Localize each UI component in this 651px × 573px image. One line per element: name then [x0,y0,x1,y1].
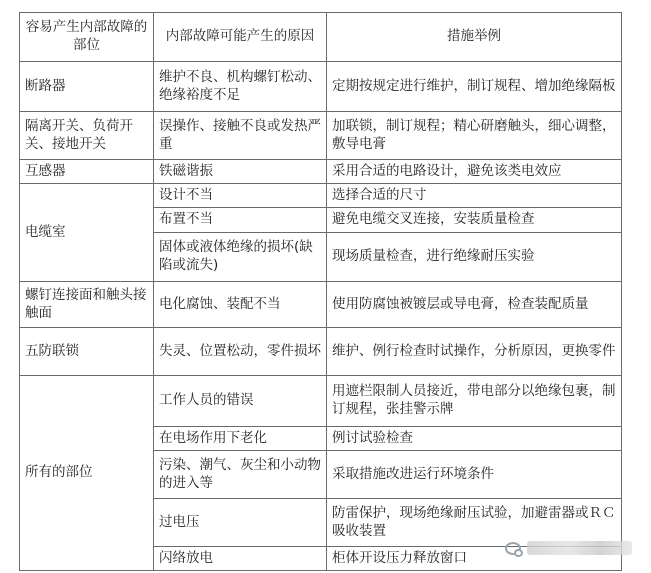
part-cell: 隔离开关、负荷开关、接地开关 [20,112,154,160]
measure-cell: 加联锁，制订规程；精心研磨触头，细心调整，敷导电膏 [327,112,622,160]
cause-cell: 过电压 [154,499,327,547]
header-cell-part: 容易产生内部故障的部位 [20,13,154,62]
wechat-bubble-icon [505,542,521,555]
table-row [20,328,622,376]
measure-cell: 现场质量检查，进行绝缘耐压实验 [327,233,622,282]
cause-cell: 维护不良、机构螺钉松动、绝缘裕度不足 [154,62,327,112]
table-row [20,112,622,160]
table-row [20,184,622,208]
table-row [20,376,622,427]
part-cell: 所有的部位 [20,376,154,571]
measure-cell: 选择合适的尺寸 [327,184,622,208]
header-cell-cause: 内部故障可能产生的原因 [154,13,327,62]
measure-cell: 采用合适的电路设计，避免该类电效应 [327,160,622,184]
table-row [20,62,622,112]
table-row [20,282,622,328]
part-cell: 电缆室 [20,184,154,282]
cause-cell: 在电场作用下老化 [154,427,327,451]
cause-cell: 布置不当 [154,208,327,233]
part-cell: 断路器 [20,62,154,112]
cause-cell: 电化腐蚀、装配不当 [154,282,327,328]
measure-cell: 使用防腐蚀被镀层或导电膏，检查装配质量 [327,282,622,328]
cause-cell: 铁磁谐振 [154,160,327,184]
measure-cell: 避免电缆交叉连接，安装质量检查 [327,208,622,233]
part-cell: 螺钉连接面和触头接触面 [20,282,154,328]
table-header-row [20,13,622,62]
measure-cell: 例讨试验检查 [327,427,622,451]
measure-cell: 柜体开设压力释放窗口 [327,547,622,571]
header-cell-measure: 措施举例 [327,13,622,62]
cause-cell: 固体或液体绝缘的损坏(缺陷或流失) [154,233,327,282]
cause-cell: 闪络放电 [154,547,327,571]
watermark [505,541,632,555]
cause-cell: 工作人员的错误 [154,376,327,427]
measure-cell: 防雷保护，现场绝缘耐压试验，加避雷器或ＲＣ吸收装置 [327,499,622,547]
part-cell: 五防联锁 [20,328,154,376]
cause-cell: 污染、潮气、灰尘和小动物的进入等 [154,451,327,499]
blurred-watermark-text [527,541,632,555]
cause-cell: 失灵、位置松动，零件损坏 [154,328,327,376]
cause-cell: 误操作、接触不良或发热严重 [154,112,327,160]
table-row [20,160,622,184]
measure-cell: 用遮栏限制人员接近，带电部分以绝缘包裹，制订规程，张挂警示牌 [327,376,622,427]
measure-cell: 定期按规定进行维护，制订规程、增加绝缘隔板 [327,62,622,112]
internal-fault-table [19,12,622,571]
part-cell: 互感器 [20,160,154,184]
measure-cell: 采取措施改进运行环境条件 [327,451,622,499]
cause-cell: 设计不当 [154,184,327,208]
measure-cell: 维护、例行检查时试操作，分析原因，更换零件 [327,328,622,376]
